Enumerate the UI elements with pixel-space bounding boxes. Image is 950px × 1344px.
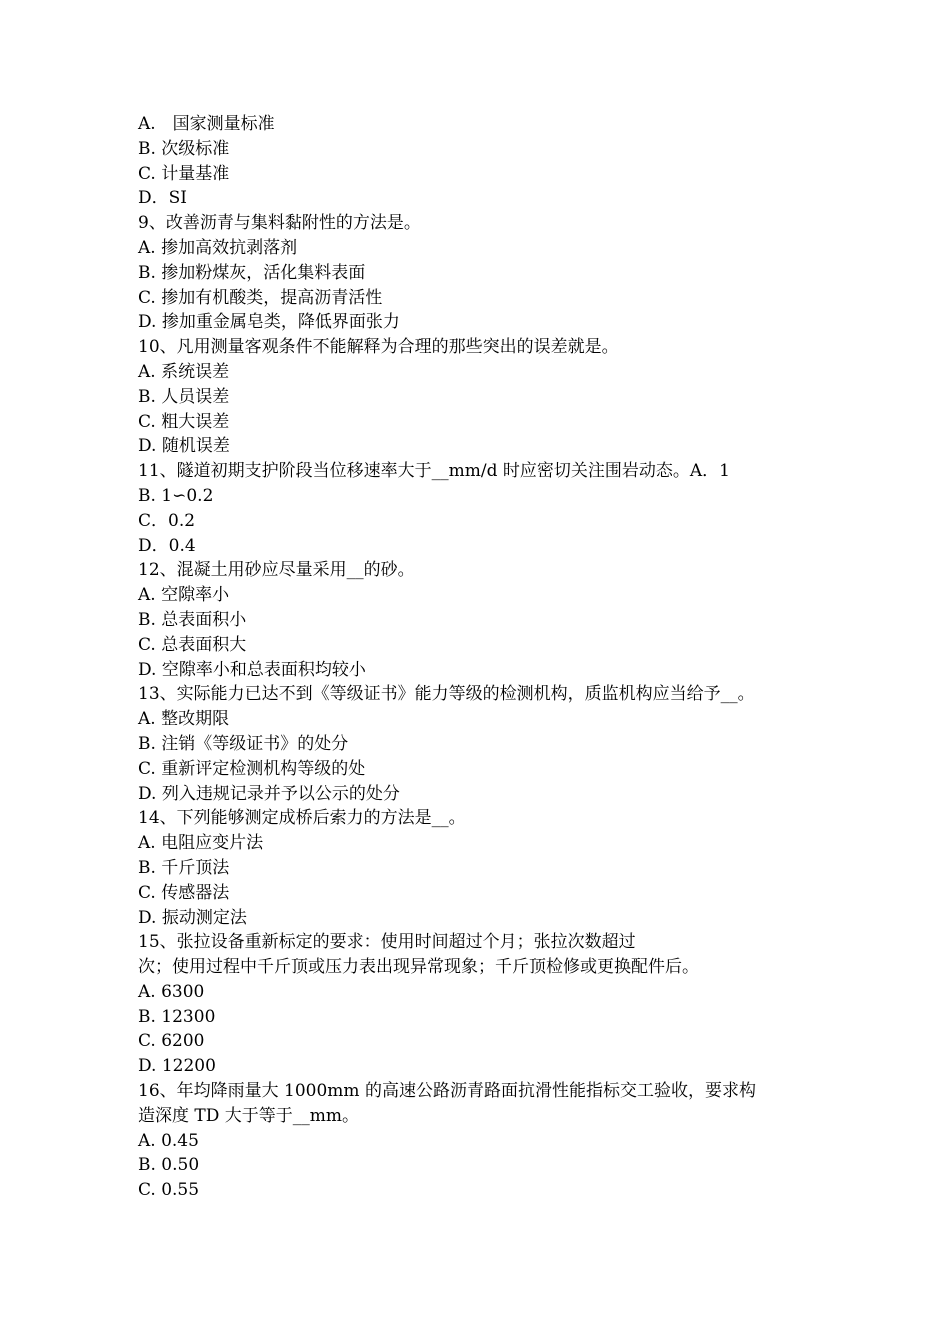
option-d-10: D. 随机误差 (138, 436, 230, 457)
option-a-8: A. 国家测量标准 (138, 114, 275, 134)
option-b-12: B. 总表面积小 (138, 609, 247, 630)
option-c-15: C. 6200 (138, 1031, 205, 1052)
option-a-14: A. 电阻应变片法 (138, 833, 264, 854)
option-c-14: C. 传感器法 (138, 882, 230, 903)
option-b-14: B. 千斤顶法 (138, 857, 230, 878)
question-16-line-1: 16、年均降雨量大 1000mm 的高速公路沥青路面抗滑性能指标交工验收，要求构 (138, 1081, 756, 1102)
question-15-line-2: 次；使用过程中千斤顶或压力表出现异常现象；千斤顶检修或更换配件后。 (138, 957, 699, 978)
option-c-8: C. 计量基准 (138, 163, 230, 184)
option-a-12: A. 空隙率小 (138, 585, 230, 606)
question-9: 9、改善沥青与集料黏附性的方法是。 (138, 213, 421, 234)
option-c-10: C. 粗大误差 (138, 411, 230, 432)
option-c-9: C. 掺加有机酸类，提高沥青活性 (138, 287, 383, 308)
option-d-15: D. 12200 (138, 1056, 216, 1077)
option-a-13: A. 整改期限 (138, 709, 230, 730)
option-c-13: C. 重新评定检测机构等级的处 (138, 758, 366, 779)
option-a-10: A. 系统误差 (138, 361, 230, 382)
option-a-15: A. 6300 (138, 981, 205, 1002)
option-b-16: B. 0.50 (138, 1155, 200, 1176)
option-b-15: B. 12300 (138, 1006, 216, 1027)
option-d-8: D．SI (138, 188, 187, 209)
question-15-line-1: 15、张拉设备重新标定的要求：使用时间超过个月；张拉次数超过 (138, 932, 636, 953)
option-b-13: B. 注销《等级证书》的处分 (138, 733, 349, 754)
option-c-11: C．0.2 (138, 510, 196, 531)
option-d-9: D. 掺加重金属皂类，降低界面张力 (138, 312, 400, 333)
option-d-14: D. 振动测定法 (138, 907, 247, 928)
document-body (138, 112, 828, 1203)
option-a-16: A. 0.45 (138, 1130, 199, 1151)
option-b-11: B. 1∽0.2 (138, 485, 214, 506)
question-14: 14、下列能够测定成桥后索力的方法是__。 (138, 808, 466, 829)
option-b-9: B. 掺加粉煤灰，活化集料表面 (138, 262, 366, 283)
option-d-13: D. 列入违规记录并予以公示的处分 (138, 783, 400, 804)
option-d-11: D．0.4 (138, 535, 196, 556)
question-11: 11、隧道初期支护阶段当位移速率大于__mm/d 时应密切关注围岩动态。A．1 (138, 461, 730, 482)
option-a-9: A. 掺加高效抗剥落剂 (138, 237, 298, 258)
option-b-8: B. 次级标准 (138, 138, 230, 159)
option-c-12: C. 总表面积大 (138, 634, 247, 655)
question-10: 10、凡用测量客观条件不能解释为合理的那些突出的误差就是。 (138, 337, 619, 358)
option-d-12: D. 空隙率小和总表面积均较小 (138, 659, 366, 680)
question-16-line-2: 造深度 TD 大于等于__mm。 (138, 1105, 360, 1126)
option-c-16: C. 0.55 (138, 1180, 200, 1201)
question-13: 13、实际能力已达不到《等级证书》能力等级的检测机构，质监机构应当给予__。 (138, 684, 755, 705)
option-b-10: B. 人员误差 (138, 386, 230, 407)
question-12: 12、混凝土用砂应尽量采用__的砂。 (138, 560, 415, 581)
